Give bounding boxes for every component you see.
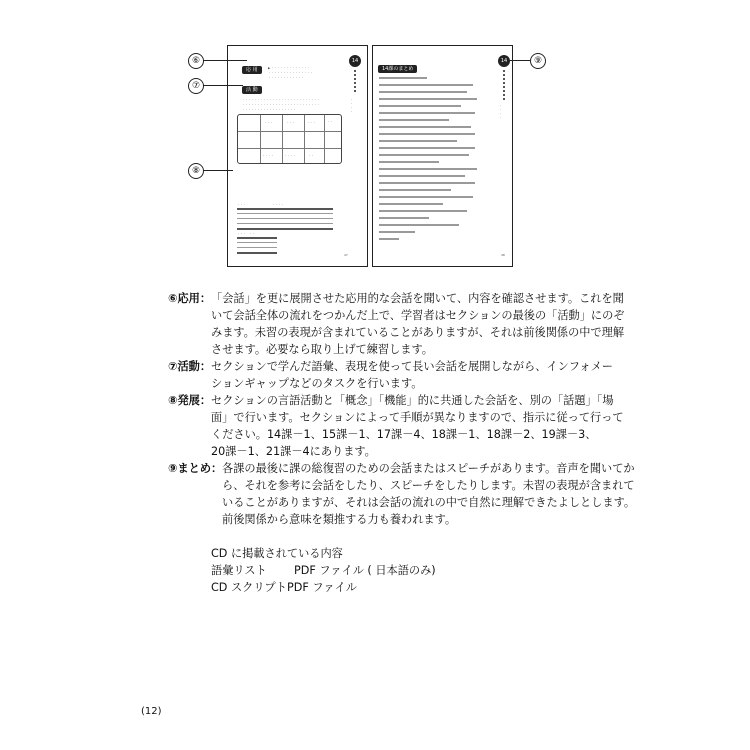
callout-9-leader (507, 60, 530, 61)
cd-row-vocab-value: PDF ファイル ( 日本語のみ) (294, 564, 436, 577)
matome-line-2: ら、それを参考に会話をしたり、スピーチをしたりします。未習の表現が含まれて (222, 479, 635, 492)
oyo-label: 応 用 (242, 66, 262, 74)
callout-7: ⑦ (188, 78, 204, 94)
lesson-badge-left: 14 (349, 55, 361, 67)
textbook-spread-figure (227, 45, 515, 267)
matome-label: 14課のまとめ (378, 65, 417, 73)
matome-line-1: 各課の最後に課の総復習のための会話またはスピーチがあります。音声を聞いてか (222, 462, 635, 475)
section-dots-left (354, 70, 356, 94)
callout-7-leader (203, 85, 243, 86)
left-page: 応 用 ▶ ・・・・・・・・・・・・・ ・・・・・・・・・・・・・・・ ・・・・・・・・・・・・ 活 動 ・・・・・・・・・・・・・・・・・・・・・・・・・・ ・・・・・・・・・・・・・・・・・・・・・・・・・・ ・・・・・・・・・・・・・・・・・・ ・・・ ・・・ ・・・ ・・ ・・・・ ・・・・ ・・ ・・・ ・・・・ ・・・ ・・ 14 ・ ・ ・ ・ 47 (227, 45, 368, 267)
right-page: 14課のまとめ 14 ・ ・ ・ ・ 48 (372, 45, 513, 267)
cd-heading: CD に掲載されている内容 (211, 547, 343, 560)
hatten-line-1: セクションの言語活動と「概念」「機能」的に共通した会話を、別の「話題」「場 (211, 394, 614, 407)
left-page-number: 47 (344, 253, 348, 257)
callout-8: ⑧ (188, 163, 204, 179)
info-gap-table: ・・・ ・・・ ・・・ ・・ ・・・・ ・・・・ ・・ (237, 114, 342, 164)
hatten-line-4: 20課－1、21課－4にあります。 (211, 445, 376, 458)
right-page-number: 48 (501, 253, 505, 257)
cd-row-script-name: CD スクリプト (211, 581, 287, 594)
term-oyo: ⑥応用： (168, 292, 212, 305)
matome-line-3: いることがありますが、それは会話の流れの中で自然に理解できたよしとします。 (222, 496, 636, 509)
oyo-line-2: いて会話全体の流れをつかんだ上で、学習者はセクションの最後の「活動」にのぞ (211, 309, 625, 322)
cd-row-vocab-name: 語彙リスト (211, 564, 267, 577)
callout-6: ⑥ (188, 53, 204, 69)
matome-line-4: 前後関係から意味を類推する力も養われます。 (222, 513, 457, 526)
callout-8-leader (203, 170, 233, 171)
katsudo-line-2: ションギャップなどのタスクを行います。 (211, 377, 423, 390)
lesson-badge-right: 14 (498, 55, 510, 67)
section-dots-right (503, 70, 505, 102)
oyo-line-1: 「会話」を更に展開させた応用的な会話を聞いて、内容を確認させます。これを聞 (211, 292, 624, 305)
hatten-line-2: 面」で行います。セクションによって手順が異なりますので、指示に従って行って (211, 411, 624, 424)
callout-9: ⑨ (530, 53, 546, 69)
term-katsudo: ⑦活動： (168, 360, 212, 373)
term-matome: ⑨まとめ： (168, 462, 223, 475)
oyo-line-4: させます。必要なら取り上げて練習します。 (211, 343, 433, 356)
term-hatten: ⑧発展： (168, 394, 212, 407)
callout-6-leader (203, 60, 247, 61)
hatten-line-3: ください。14課－1、15課－1、17課－4、18課－1、18課－2、19課－3、 (211, 428, 597, 441)
oyo-line-3: みます。未習の表現が含まれていることがありますが、それは前後関係の中で理解 (211, 326, 625, 339)
cd-row-script-value: PDF ファイル (287, 581, 357, 594)
katsudo-label: 活 動 (242, 86, 262, 94)
katsudo-line-1: セクションで学んだ語彙、表現を使って長い会話を展開しながら、インフォメー (211, 360, 613, 373)
page-number: (12) (141, 706, 162, 717)
